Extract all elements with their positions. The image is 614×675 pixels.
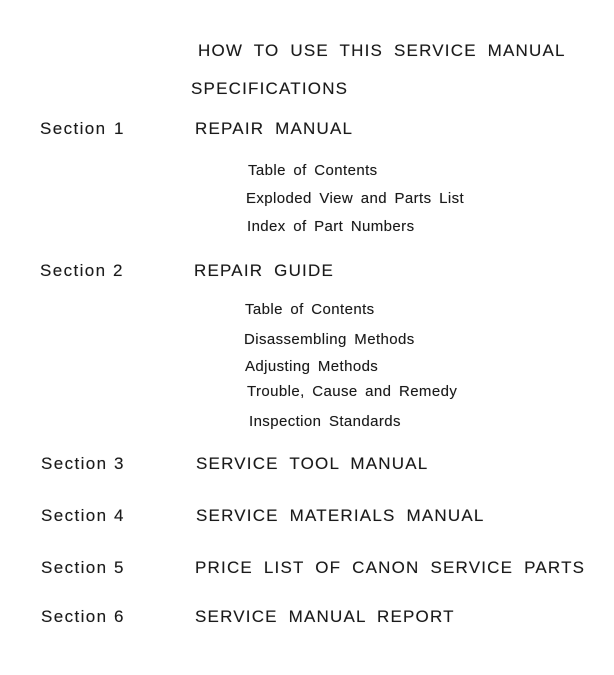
section-2-item: Adjusting Methods (245, 358, 379, 375)
section-2-title: REPAIR GUIDE (194, 261, 334, 280)
section-1-label: Section (40, 119, 107, 138)
specifications-heading: SPECIFICATIONS (191, 79, 349, 98)
section-4-number: 4 (114, 506, 125, 525)
section-2-item: Inspection Standards (249, 413, 401, 430)
section-5-title: PRICE LIST OF CANON SERVICE PARTS (195, 558, 586, 577)
section-3-title: SERVICE TOOL MANUAL (196, 454, 429, 473)
section-1-item: Index of Part Numbers (247, 218, 415, 235)
section-1-item: Table of Contents (248, 162, 378, 179)
section-5-number: 5 (114, 558, 125, 577)
section-4-label: Section (41, 506, 108, 525)
section-2-item: Table of Contents (245, 301, 375, 318)
section-2-number: 2 (113, 261, 124, 280)
section-2-item: Disassembling Methods (244, 331, 415, 348)
section-6-title: SERVICE MANUAL REPORT (195, 607, 455, 626)
section-4-title: SERVICE MATERIALS MANUAL (196, 506, 485, 525)
section-3-label: Section (41, 454, 108, 473)
section-6-label: Section (41, 607, 108, 626)
section-5-label: Section (41, 558, 108, 577)
page-title: HOW TO USE THIS SERVICE MANUAL (198, 41, 566, 60)
section-3-number: 3 (114, 454, 125, 473)
section-2-item: Trouble, Cause and Remedy (247, 383, 458, 400)
section-1-number: 1 (114, 119, 125, 138)
section-1-title: REPAIR MANUAL (195, 119, 354, 138)
section-2-label: Section (40, 261, 107, 280)
section-6-number: 6 (114, 607, 125, 626)
section-1-item: Exploded View and Parts List (246, 190, 465, 207)
